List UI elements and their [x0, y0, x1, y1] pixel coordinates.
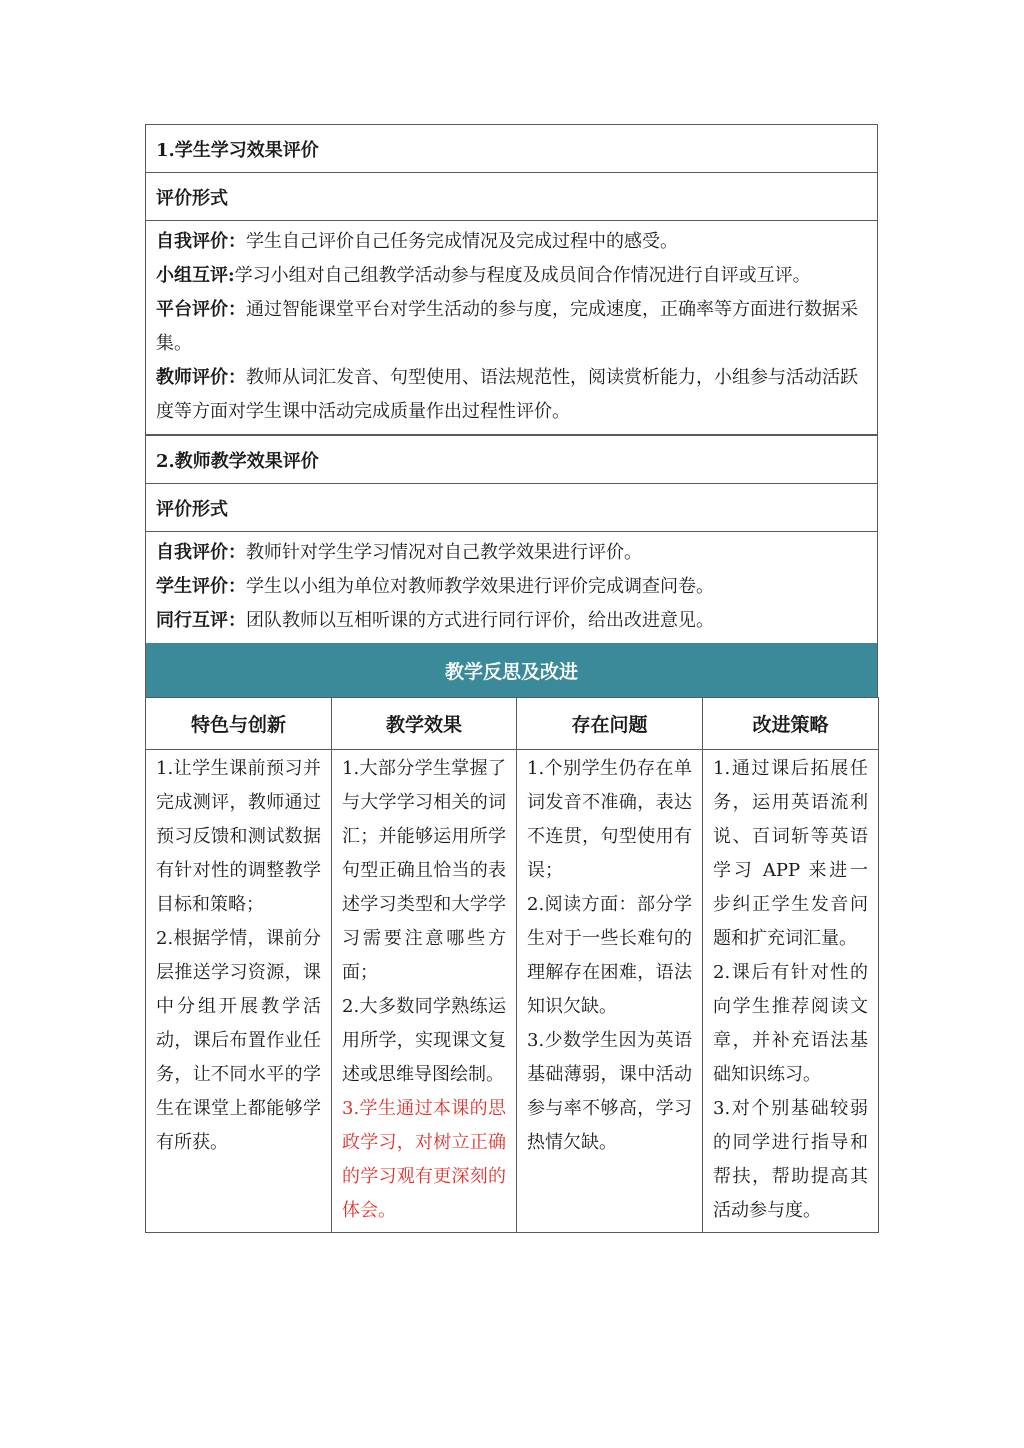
item-label: 同行互评： — [156, 610, 246, 631]
list-item: 1.通过课后拓展任务，运用英语流利说、百词斩等英语学习 APP 来进一步纠正学生发音问题和扩充词汇量。 — [713, 758, 868, 949]
reflection-table — [145, 697, 879, 1233]
evaluation-item — [156, 604, 867, 638]
strategies-cell — [703, 750, 879, 1233]
evaluation-list — [146, 221, 877, 435]
features-cell — [146, 750, 332, 1233]
column-header: 特色与创新 — [146, 698, 332, 750]
list-item: 1.让学生课前预习并完成测评，教师通过预习反馈和测试数据有针对性的调整教学目标和策略； — [156, 758, 321, 915]
list-item: 2.课后有针对性的向学生推荐阅读文章，并补充语法基础知识练习。 — [713, 962, 868, 1085]
item-text: 通过智能课堂平台对学生活动的参与度，完成速度，正确率等方面进行数据采集。 — [156, 299, 858, 354]
form-label: 评价形式 — [146, 173, 877, 221]
effects-cell — [332, 750, 517, 1233]
table-row — [146, 750, 879, 1233]
list-item: 3.对个别基础较弱的同学进行指导和帮扶，帮助提高其活动参与度。 — [713, 1098, 868, 1221]
item-text: 教师从词汇发音、句型使用、语法规范性，阅读赏析能力，小组参与活动活跃度等方面对学生课中活动完成质量作出过程性评价。 — [156, 367, 858, 422]
item-label: 学生评价： — [156, 576, 246, 597]
student-evaluation-section — [145, 124, 878, 435]
evaluation-item — [156, 259, 867, 293]
list-item: 2.根据学情，课前分层推送学习资源，课中分组开展教学活动，课后布置作业任务，让不同水平的学生在课堂上都能够学有所获。 — [156, 928, 321, 1153]
list-item: 1.个别学生仍存在单词发音不准确，表达不连贯，句型使用有误； — [527, 758, 692, 881]
section-title: 2.教师教学效果评价 — [146, 436, 877, 484]
problems-cell — [517, 750, 703, 1233]
column-header: 教学效果 — [332, 698, 517, 750]
evaluation-item — [156, 293, 867, 361]
column-header: 改进策略 — [703, 698, 879, 750]
reflection-banner: 教学反思及改进 — [145, 643, 878, 697]
list-item: 2.阅读方面：部分学生对于一些长难句的理解存在困难，语法知识欠缺。 — [527, 894, 692, 1017]
table-header-row — [146, 698, 879, 750]
evaluation-item — [156, 361, 867, 429]
section-title: 1.学生学习效果评价 — [146, 125, 877, 173]
item-text: 教师针对学生学习情况对自己教学效果进行评价。 — [246, 542, 642, 563]
item-text: 学生以小组为单位对教师教学效果进行评价完成调查问卷。 — [246, 576, 714, 597]
item-text: 学习小组对自己组教学活动参与程度及成员间合作情况进行自评或互评。 — [234, 265, 811, 286]
item-label: 小组互评: — [156, 265, 235, 286]
item-text: 团队教师以互相听课的方式进行同行评价，给出改进意见。 — [246, 610, 714, 631]
evaluation-item — [156, 536, 867, 570]
list-item: 1.大部分学生掌握了与大学学习相关的词汇；并能够运用所学句型正确且恰当的表述学习类型和大学学习需要注意哪些方面； — [342, 758, 506, 983]
item-label: 平台评价： — [156, 299, 246, 320]
form-label: 评价形式 — [146, 484, 877, 532]
document-page — [145, 124, 878, 1233]
teacher-evaluation-section — [145, 435, 878, 643]
item-label: 自我评价： — [156, 542, 246, 563]
evaluation-item — [156, 570, 867, 604]
highlighted-list-item: 3.学生通过本课的思政学习，对树立正确的学习观有更深刻的体会。 — [342, 1098, 506, 1221]
list-item: 2.大多数同学熟练运用所学，实现课文复述或思维导图绘制。 — [342, 996, 506, 1085]
evaluation-item — [156, 225, 867, 259]
item-label: 教师评价： — [156, 367, 246, 388]
list-item: 3.少数学生因为英语基础薄弱，课中活动参与率不够高，学习热情欠缺。 — [527, 1030, 692, 1153]
item-text: 学生自己评价自己任务完成情况及完成过程中的感受。 — [246, 231, 678, 252]
evaluation-list — [146, 532, 877, 643]
column-header: 存在问题 — [517, 698, 703, 750]
item-label: 自我评价： — [156, 231, 246, 252]
